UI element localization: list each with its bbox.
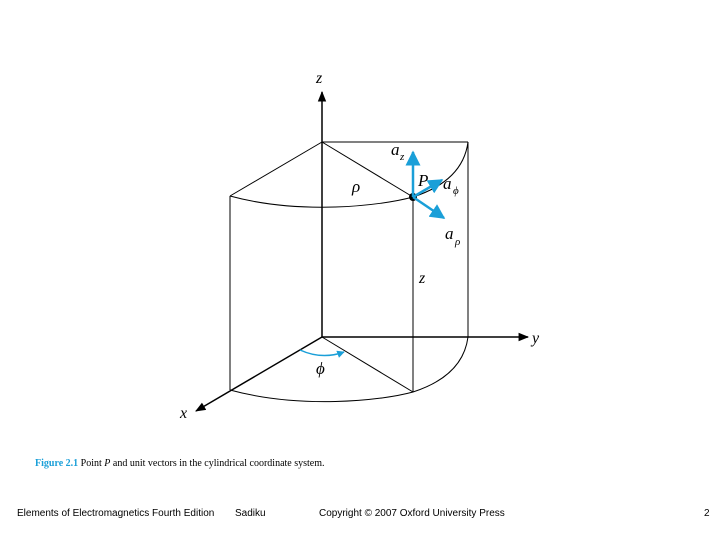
aphi-label-sub: ϕ xyxy=(453,185,459,197)
z-height-label: z xyxy=(419,270,426,287)
x-axis-label: x xyxy=(180,405,188,422)
z-axis-label: z xyxy=(316,70,323,87)
arho-vector xyxy=(413,197,444,218)
footer-book-title: Elements of Electromagnetics Fourth Edition xyxy=(17,508,215,519)
caption-text-before: Point xyxy=(78,458,105,469)
arho-label-base: a xyxy=(445,224,454,243)
top-edge-to-x xyxy=(230,142,322,196)
arho-label-sub: ρ xyxy=(455,236,461,248)
figure-caption xyxy=(35,458,325,469)
footer-page-number: 2 xyxy=(704,508,710,519)
bottom-radius-to-p xyxy=(322,337,413,392)
caption-text-after: and unit vectors in the cylindrical coordinate system. xyxy=(110,458,325,469)
az-label-base: a xyxy=(391,140,400,159)
az-label-sub: z xyxy=(400,151,405,163)
aphi-label xyxy=(443,174,459,197)
phi-angle-arrow xyxy=(300,350,344,356)
rho-label: ρ xyxy=(352,177,361,196)
aphi-label-base: a xyxy=(443,174,452,193)
x-axis xyxy=(196,337,322,411)
caption-point-name: P xyxy=(104,458,111,469)
cylinder-wedge xyxy=(230,142,468,402)
y-axis-label: y xyxy=(532,330,540,347)
az-label xyxy=(391,140,405,163)
phi-label: ϕ xyxy=(316,359,325,378)
footer-copyright: Copyright © 2007 Oxford University Press xyxy=(319,508,505,519)
arho-label xyxy=(445,224,460,248)
footer-author: Sadiku xyxy=(235,508,266,519)
point-p-label: P xyxy=(418,171,429,190)
figure-label: Figure 2.1 xyxy=(35,458,79,469)
